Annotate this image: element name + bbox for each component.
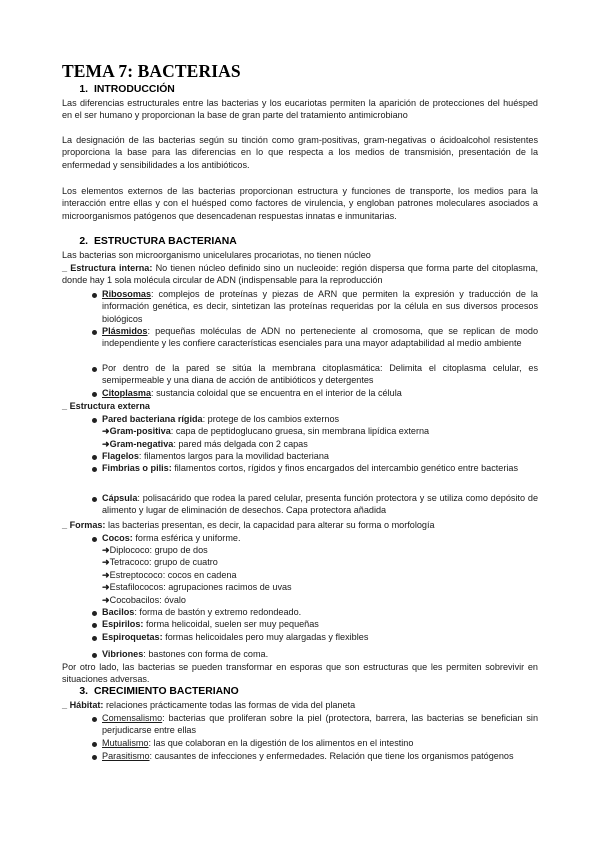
formas-label: _ Formas: [62, 520, 106, 530]
pared-item [102, 413, 538, 425]
pared-label: Pared bacteriana rígida [102, 414, 203, 424]
intro-paragraph-1: Las diferencias estructurales entre las bacterias y los eucariotas permiten la aparición de protecciones del huésped en el ser humano y proporcionan la base de gran parte del tratamiento antimicrobiano [62, 98, 538, 121]
vibriones-label: Vibriones [102, 649, 144, 659]
cocos-sub-item: ➜Estreptococo: cocos en cadena [102, 570, 237, 580]
bullet-icon [92, 653, 97, 658]
espirilos-item [102, 618, 538, 630]
fimbrias-item [102, 462, 538, 474]
espiroquetas-text: formas helicoidales pero muy alargadas y flexibles [162, 632, 369, 642]
gram-positiva-item [102, 425, 538, 437]
plasmidos-item [102, 325, 538, 350]
comensalismo-text: : bacterias que proliferan sobre la piel (protectora, barrera, las bacterias se benefician sin perjudicarse entre ellas [102, 713, 538, 736]
flagelos-text: : filamentos largos para la movilidad bacteriana [138, 451, 329, 461]
cocos-sub-item: ➜Cocobacilos: óvalo [102, 595, 186, 605]
flagelos-label: Flagelos [102, 451, 139, 461]
arrow-right-icon: ➜ [102, 426, 110, 436]
bullet-icon [92, 611, 97, 616]
parasitismo-text: : causantes de infecciones y enfermedades. Relación que tiene los organismos patógenos [149, 751, 514, 761]
bullet-icon [92, 418, 97, 423]
arrow-right-icon: ➜ [102, 439, 110, 449]
estructura-externa-label: _ Estructura externa [62, 401, 150, 411]
espirilos-label: Espirilos: [102, 619, 144, 629]
vibriones-item [102, 648, 538, 660]
bullet-icon [92, 636, 97, 641]
citoplasma-label: Citoplasma [102, 388, 152, 398]
mutualismo-text: : las que colaboran en la digestión de los alimentos en el intestino [148, 738, 414, 748]
estructura-interna-text: No tienen núcleo definido sino un nucleoide: región dispersa que forma parte del citoplasma, donde hay 1 sola molécula circular de ADN (indispensable para la reproducción [62, 263, 538, 286]
bacilos-item [102, 606, 538, 618]
bullet-icon [92, 392, 97, 397]
cocos-sub-item: ➜Diplococo: grupo de dos [102, 545, 208, 555]
section-number: 1. [79, 84, 88, 95]
gram-negativa-item [102, 438, 538, 450]
bacilos-text: : forma de bastón y extremo redondeado. [134, 607, 302, 617]
estructura-interna-paragraph [62, 262, 538, 287]
citoplasma-item [102, 387, 538, 399]
intro-paragraph-2: La designación de las bacterias según su tinción como gram-positivas, gram-negativas o ácidoalcohol resistentes proporciona la base para las diferencias en lo que respecta a los medios de transmisión, presentación de la enfermedad y sensibilidades a los antibióticos. [62, 135, 538, 170]
ribosomas-item [102, 288, 538, 325]
section-number: 2. [79, 236, 88, 247]
gram-positiva-text: : capa de peptidoglucano gruesa, sin membrana lipídica externa [170, 426, 430, 436]
parasitismo-label: Parasitismo [102, 751, 150, 761]
habitat-paragraph [62, 699, 538, 711]
section-title: INTRODUCCIÓN [94, 84, 175, 95]
habitat-label: _ Hábitat: [62, 700, 104, 710]
bullet-icon [92, 497, 97, 502]
ribosomas-text: : complejos de proteínas y piezas de ARN que permiten la expresión y traducción de la información genética, es decir, sintetizan las proteínas requeridas por la célula en sus diversos procesos biológicos [102, 289, 538, 324]
structure-intro: Las bacterias son microorganismo unicelulares procariotas, no tienen núcleo [62, 250, 371, 260]
formas-paragraph [62, 519, 538, 531]
gram-negativa-label: Gram-negativa [109, 439, 174, 449]
mutualismo-label: Mutualismo [102, 738, 149, 748]
section-number: 3. [79, 686, 88, 697]
espiroquetas-item [102, 631, 538, 643]
pared-text: : protege de los cambios externos [202, 414, 340, 424]
formas-text: las bacterias presentan, es decir, la capacidad para alterar su forma o morfología [105, 520, 435, 530]
section-heading-crecimiento [62, 686, 239, 697]
cocos-item [102, 532, 538, 544]
bullet-icon [92, 537, 97, 542]
plasmidos-label: Plásmidos [102, 326, 148, 336]
parasitismo-item [102, 750, 538, 762]
bullet-icon [92, 623, 97, 628]
section-title: ESTRUCTURA BACTERIANA [94, 236, 237, 247]
espirilos-text: forma helicoidal, suelen ser muy pequeñas [143, 619, 319, 629]
fimbrias-label: Fimbrias o pilis: [102, 463, 172, 473]
bullet-icon [92, 742, 97, 747]
cocos-label: Cocos: [102, 533, 133, 543]
fimbrias-text: filamentos cortos, rígidos y finos encargados del intercambio genético entre bacterias [171, 463, 518, 473]
esporas-paragraph: Por otro lado, las bacterias se pueden transformar en esporas que son estructuras que les permiten sobrevivir en situaciones adversas. [62, 662, 538, 685]
intro-paragraph-3: Los elementos externos de las bacterias proporcionan estructura y funciones de transporte, los medios para la interacción entre ellas y con el huésped como factores de virulencia, y engloban patrones moleculares asociados a microorganismos patógenos que desencadenan respuestas innatas e inmunitarias. [62, 186, 538, 221]
comensalismo-item [102, 712, 538, 737]
espiroquetas-label: Espiroquetas: [102, 632, 163, 642]
estructura-interna-label: _ Estructura interna: [62, 263, 153, 273]
section-heading-estructura [62, 236, 237, 247]
membrana-item: Por dentro de la pared se sitúa la membrana citoplasmática: Delimita el citoplasma celular, es semipermeable y una diana de acción de antibióticos y detergentes [102, 363, 538, 386]
bullet-icon [92, 367, 97, 372]
section-heading-introduccion [62, 84, 175, 95]
bullet-icon [92, 467, 97, 472]
bullet-icon [92, 755, 97, 760]
bacilos-label: Bacilos [102, 607, 135, 617]
cocos-sub-item: ➜Tetracoco: grupo de cuatro [102, 557, 218, 567]
section-title: CRECIMIENTO BACTERIANO [94, 686, 239, 697]
mutualismo-item [102, 737, 538, 749]
cocos-text: forma esférica y uniforme. [132, 533, 241, 543]
page-title: TEMA 7: BACTERIAS [62, 61, 241, 81]
plasmidos-text: : pequeñas moléculas de ADN no perteneciente al cromosoma, que se replican de modo independiente y les confiere características esenciales para una mayor adaptabilidad al medio ambiente [102, 326, 538, 349]
ribosomas-label: Ribosomas [102, 289, 152, 299]
citoplasma-text: : sustancia coloidal que se encuentra en el interior de la célula [151, 388, 402, 398]
bullet-icon [92, 717, 97, 722]
cocos-sub-item: ➜Estafilococos: agrupaciones racimos de uvas [102, 582, 292, 592]
capsula-label: Cápsula [102, 493, 138, 503]
vibriones-text: : bastones con forma de coma. [143, 649, 269, 659]
bullet-icon [92, 455, 97, 460]
capsula-text: : polisacárido que rodea la pared celular, presenta función protectora y se utiliza como depósito de alimento y lugar de eliminación de desechos. Capa protectora añadida [102, 493, 538, 516]
comensalismo-label: Comensalismo [102, 713, 163, 723]
bullet-icon [92, 293, 97, 298]
gram-positiva-label: Gram-positiva [109, 426, 171, 436]
habitat-text: relaciones prácticamente todas las formas de vida del planeta [103, 700, 356, 710]
gram-negativa-text: : pared más delgada con 2 capas [173, 439, 308, 449]
flagelos-item [102, 450, 538, 462]
bullet-icon [92, 330, 97, 335]
capsula-item [102, 492, 538, 517]
